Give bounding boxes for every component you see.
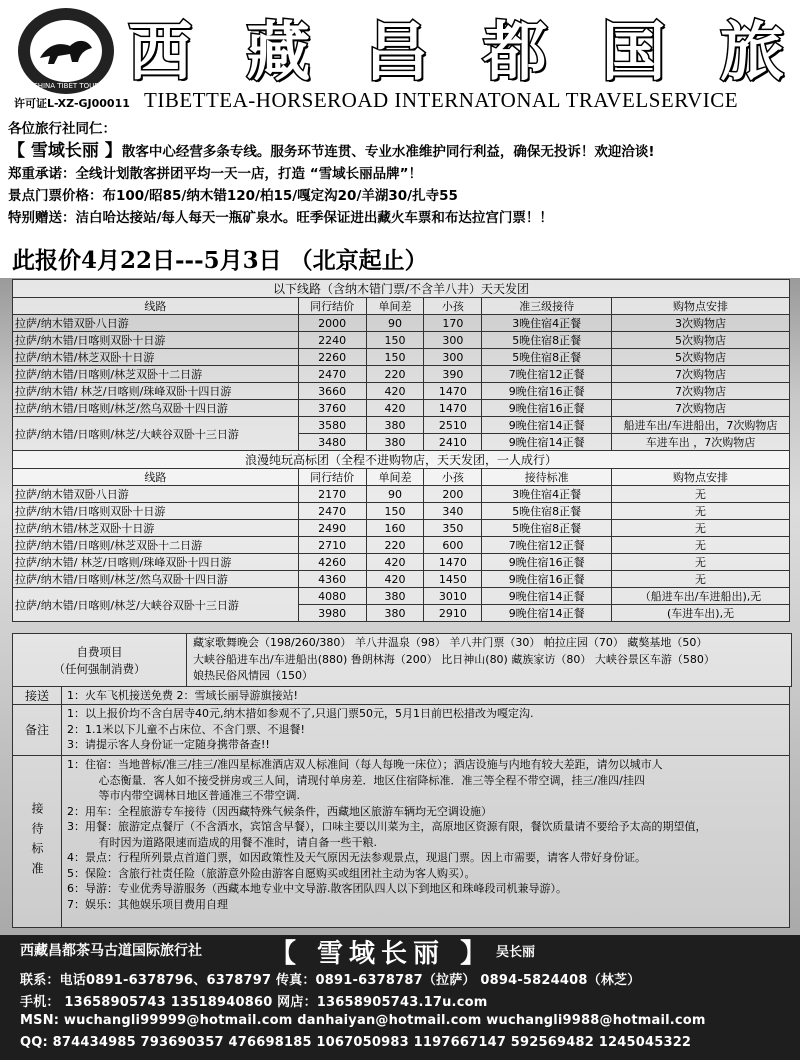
table-cell: 无 [612,503,790,520]
table-cell: 拉萨/纳木错/日喀则/林芝双卧十二日游 [13,537,299,554]
section-title-row [13,280,790,298]
column-header: 单间差 [366,469,424,486]
table-cell: 7次购物店 [612,366,790,383]
standard-item: 2：用车：全程旅游专车接待（因西藏特殊气候条件，西藏地区旅游车辆均无空调设施） [67,804,492,818]
table-row [13,400,790,417]
table-cell: 340 [424,503,482,520]
optional-sublabel: （任何强制消费） [53,662,146,676]
table-cell: 9晚住宿14正餐 [482,605,612,622]
footer [0,935,800,1060]
intro-line-1 [8,140,798,163]
table-cell: 7次购物店 [612,383,790,400]
standard-item: 4：景点：行程所列景点首道门票，如因政策性及天气原因无法参观景点，现退门票。因上市需要，请客人带好身份证。 [67,851,646,864]
table-cell: 5晚住宿8正餐 [482,520,612,537]
contact-phone: 联系：电话0891-6378796、6378797 传真：0891-6378787（拉萨） 0894-5824408（林芝） [20,973,641,988]
table-row [13,571,790,588]
pickup-text: 1：火车飞机接送免费 2：雪域长丽导游旗接站! [67,689,298,702]
optional-line: 大峡谷船进车出/车进船出(880) 鲁朗林海（200） 比日神山(80) 藏族家访（80） 大峡谷景区车游（580） [193,652,715,666]
table-cell: 5晚住宿8正餐 [482,503,612,520]
table-cell: 300 [424,349,482,366]
table-cell: 拉萨/纳木错/日喀则/林芝双卧十二日游 [13,366,299,383]
table-cell: 9晚住宿16正餐 [482,554,612,571]
table-cell: 2240 [298,332,366,349]
table-cell: 3480 [298,434,366,451]
optional-items [12,633,792,687]
column-header: 小孩 [424,298,482,315]
section-title-row [13,451,790,469]
table-row [13,366,790,383]
table-cell: 2910 [424,605,482,622]
table-cell: 船进车出/车进船出，7次购物店 [612,417,790,434]
header [0,0,800,118]
table-row [13,486,790,503]
table-cell: 150 [366,332,424,349]
table-cell: 拉萨/纳木错/ 林芝/日喀则/珠峰双卧十四日游 [13,554,299,571]
table-cell: 150 [366,349,424,366]
table-cell: 2710 [298,537,366,554]
column-header: 同行结价 [298,469,366,486]
optional-line: 藏家歌舞晚会（198/260/380） 羊八井温泉（98） 羊八井门票（30） 帕拉庄园（70） 藏獒基地（50） [193,636,708,649]
standard-label: 接待标准 [13,756,62,927]
route-cell: 拉萨/纳木错/日喀则/林芝/大峡谷双卧十三日游 [13,417,299,451]
table-cell: 无 [612,537,790,554]
table-cell: 拉萨/纳木错双卧八日游 [13,315,299,332]
footer-brand: 【 雪域长丽 】 [270,939,493,969]
table-cell: 2470 [298,366,366,383]
contact-person: 吴长丽 [496,945,536,960]
table-cell: （船进车出/车进船出),无 [612,588,790,605]
intro-line-2: 郑重承诺：全线计划散客拼团平均一天一店，打造 “雪域长丽品牌”！ [8,166,422,182]
table-row [13,520,790,537]
contact-qq: QQ: 874434985 793690357 476698185 1067050983 1197667147 592569482 1245045322 [20,1035,692,1050]
intro-line-1-text: 散客中心经营多条专线。服务环节连贯、专业水准维护同行利益，确保无投诉！欢迎洽谈! [121,144,655,160]
english-name: TIBETTEA-HORSEROAD INTERNATONAL TRAVELSERVICE [144,88,739,112]
table-cell: 7晚住宿12正餐 [482,537,612,554]
table-cell: 380 [366,588,424,605]
brand-title [128,10,788,90]
table-cell: 9晚住宿14正餐 [482,588,612,605]
table-cell: 1470 [424,554,482,571]
table-cell: 3760 [298,400,366,417]
table-cell: 380 [366,417,424,434]
table-cell: 390 [424,366,482,383]
license-number: 许可证L-XZ-GJ00011 [14,97,130,110]
pickup-row [12,686,790,705]
table-row [13,332,790,349]
table-cell: 1470 [424,400,482,417]
table-cell: 420 [366,571,424,588]
brand-char: 西 [128,15,196,90]
intro-line-4: 特别赠送：洁白哈达接站/每人每天一瓶矿泉水。旺季保证进出藏火车票和布达拉宫门票！！ [8,210,553,226]
table-cell: 9晚住宿14正餐 [482,434,612,451]
standard-item: 等市内带空调林日地区普通准三不带空调. [67,789,300,802]
remark-row [12,704,790,756]
column-header: 线路 [13,469,299,486]
table-cell: 2260 [298,349,366,366]
table-cell: 无 [612,520,790,537]
table-cell: 7晚住宿12正餐 [482,366,612,383]
table-row [13,503,790,520]
table-cell: 2410 [424,434,482,451]
table-cell: 380 [366,605,424,622]
standard-item: 3：用餐：旅游定点餐厅（不含酒水，宾馆含早餐），口味主要以川菜为主，高原地区资源有限，餐饮质量请不要给予太高的期望值， [67,820,707,833]
section-title: 浪漫纯玩高标团（全程不进购物店，天天发团，一人成行） [13,451,790,469]
table-cell: 4080 [298,588,366,605]
standard-item: 1：住宿：当地普标/准三/挂三/准四星标准酒店双人标准间（每人每晚一床位）；酒店设施与内地有较大差距，请勿以城市人 [67,758,663,771]
table-cell: 420 [366,400,424,417]
column-header: 单间差 [366,298,424,315]
intro [8,118,798,229]
table-cell: 3660 [298,383,366,400]
table-cell: 5次购物店 [612,349,790,366]
remark-item: 3：请提示客人身份证一定随身携带备查!! [67,738,270,751]
table-cell: 9晚住宿14正餐 [482,417,612,434]
contact-msn: MSN: wuchangli99999@hotmail.com danhaiyan@hotmail.com wuchangli9988@hotmail.com [20,1013,706,1028]
header-row [13,469,790,486]
table-cell: 200 [424,486,482,503]
column-header: 准三级接待 [482,298,612,315]
standard-list [67,757,785,912]
pickup-label: 接送 [13,687,62,704]
table-cell: 5晚住宿8正餐 [482,349,612,366]
table-cell: 无 [612,486,790,503]
table-cell: 300 [424,332,482,349]
section-title: 以下线路（含纳木错门票/不含羊八井）天天发团 [13,280,790,298]
table-cell: 拉萨/纳木错/日喀则双卧十日游 [13,332,299,349]
table-cell: 160 [366,520,424,537]
table-cell: 拉萨/纳木错双卧八日游 [13,486,299,503]
table-cell: (车进车出),无 [612,605,790,622]
brand-char: 国 [601,15,670,90]
greeting: 各位旅行社同仁： [8,121,116,137]
table-row [13,537,790,554]
standard-row [12,755,790,928]
table-cell: 5次购物店 [612,332,790,349]
table-cell: 2000 [298,315,366,332]
column-header: 接待标准 [482,469,612,486]
header-row [13,298,790,315]
table-cell: 2470 [298,503,366,520]
table-row [13,383,790,400]
optional-items-list [193,635,788,685]
table-cell: 600 [424,537,482,554]
table-cell: 170 [424,315,482,332]
table-cell: 3010 [424,588,482,605]
brand-char: 旅 [719,15,788,90]
table-row [13,554,790,571]
price-period-banner: 此报价4月22日---5月3日 （北京起止） [0,244,800,278]
table-cell: 拉萨/纳木错/日喀则双卧十日游 [13,503,299,520]
table-cell: 拉萨/纳木错/林芝双卧十日游 [13,349,299,366]
table-cell: 9晚住宿16正餐 [482,400,612,417]
contact-mobile: 手机： 13658905743 13518940860 网店：13658905743.17u.com [20,995,488,1010]
table-cell: 拉萨/纳木错/日喀则/林芝/然乌双卧十四日游 [13,400,299,417]
column-header: 购物点安排 [612,298,790,315]
table-cell: 4260 [298,554,366,571]
table-cell: 9晚住宿16正餐 [482,383,612,400]
table-cell: 3580 [298,417,366,434]
brand-bracket: 【 雪域长丽 】 [8,141,122,161]
table-cell: 2490 [298,520,366,537]
company-logo [18,8,114,94]
notes-section [12,686,790,928]
svg-text:CHINA TIBET TOUR: CHINA TIBET TOUR [32,82,100,90]
remark-item: 2：1.1米以下儿童不占床位、不含门票、不退餐! [67,722,305,736]
column-header: 购物点安排 [612,469,790,486]
optional-label: 自费项目 [76,645,123,659]
table-row [13,588,790,605]
table-cell: 3次购物店 [612,315,790,332]
standard-item: 6：导游：专业优秀导游服务（西藏本地专业中文导游.散客团队四人以下到地区和珠峰段司机兼导游）。 [67,882,567,895]
table-cell: 1450 [424,571,482,588]
standard-item: 7：娱乐：其他娱乐项目费用自理 [67,897,228,911]
brand-char: 都 [483,15,552,90]
table-cell: 拉萨/纳木错/日喀则/林芝/然乌双卧十四日游 [13,571,299,588]
table-cell: 3980 [298,605,366,622]
table-cell: 350 [424,520,482,537]
table-cell: 2170 [298,486,366,503]
table-cell: 9晚住宿16正餐 [482,571,612,588]
table-cell: 7次购物店 [612,400,790,417]
table-cell: 2510 [424,417,482,434]
table-cell: 无 [612,554,790,571]
optional-items-label [13,634,187,686]
table-cell: 3晚住宿4正餐 [482,486,612,503]
table-cell: 1470 [424,383,482,400]
standard-item: 有时因为道路限速而造成的用餐不准时，请自备一些干粮. [67,835,377,849]
remark-list [67,706,785,753]
remark-item: 1：以上报价均不含白居寺40元,纳木措如参观不了,只退门票50元，5月1日前巴松措改为嘎定沟. [67,707,534,720]
table-cell: 420 [366,383,424,400]
standard-item: 5：保险：含旅行社责任险（旅游意外险由游客自愿购买或组团社主动为客人购买）。 [67,866,476,880]
table-cell: 3晚住宿4正餐 [482,315,612,332]
brand-char: 昌 [364,15,433,90]
table-row [13,349,790,366]
column-header: 小孩 [424,469,482,486]
table-cell: 无 [612,571,790,588]
table-row [13,417,790,434]
intro-line-3: 景点门票价格：布100/昭85/纳木错120/柏15/嘎定沟20/羊湖30/扎寺55 [8,188,458,204]
table-cell: 拉萨/纳木错/林芝双卧十日游 [13,520,299,537]
standard-item: 心态衡量．客人如不接受拼房或三人间，请现付单房差．地区住宿降标准．准三等全程不带空调，挂三/准四/挂四 [67,773,645,787]
remark-label: 备注 [13,705,62,755]
table-cell: 150 [366,503,424,520]
company-name: 西藏昌都茶马古道国际旅行社 [20,943,202,959]
table-cell: 220 [366,537,424,554]
table-cell: 220 [366,366,424,383]
table-cell: 拉萨/纳木错/ 林芝/日喀则/珠峰双卧十四日游 [13,383,299,400]
table-row [13,315,790,332]
table-cell: 车进车出 ，7次购物店 [612,434,790,451]
column-header: 线路 [13,298,299,315]
route-cell: 拉萨/纳木错/日喀则/林芝/大峡谷双卧十三日游 [13,588,299,622]
table-cell: 5晚住宿8正餐 [482,332,612,349]
table-cell: 90 [366,315,424,332]
price-table [12,279,790,622]
table-cell: 4360 [298,571,366,588]
table-cell: 420 [366,554,424,571]
optional-line: 娘热民俗风情园（150） [193,669,313,682]
table-cell: 90 [366,486,424,503]
table-cell: 380 [366,434,424,451]
brand-char: 藏 [246,15,315,90]
column-header: 同行结价 [298,298,366,315]
